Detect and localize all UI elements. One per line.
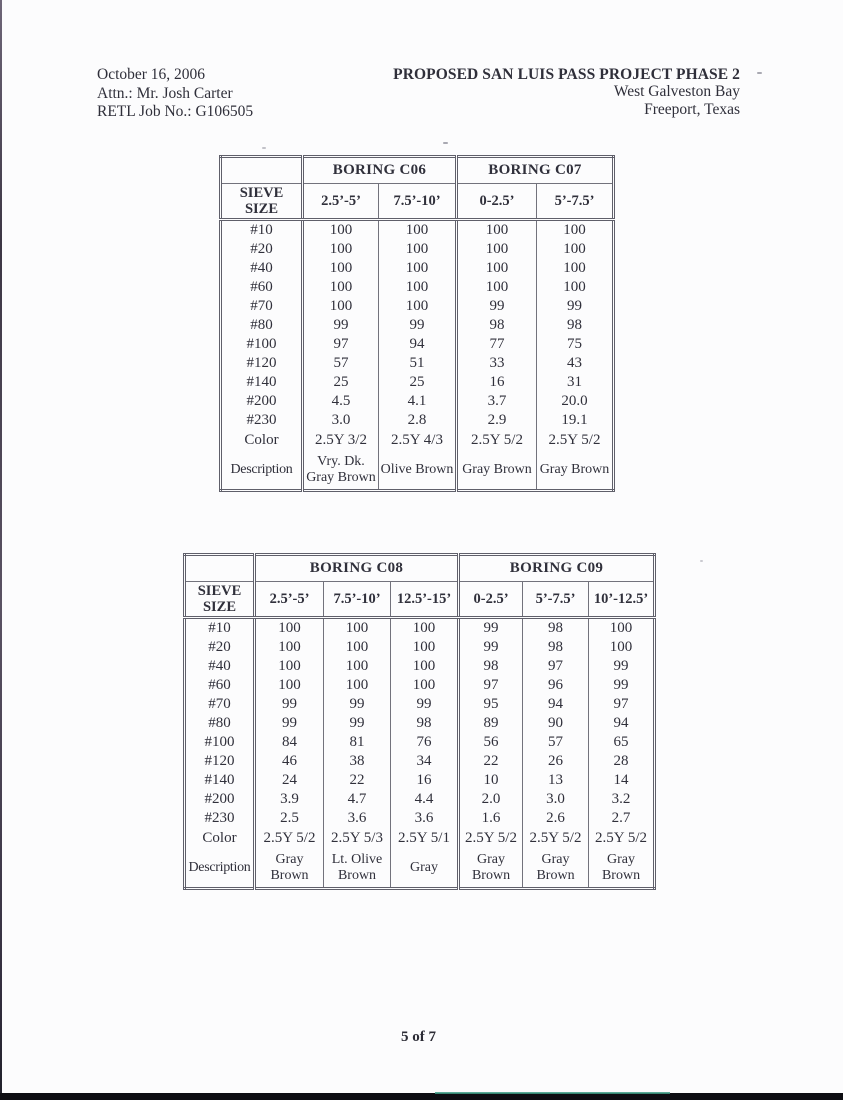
row-label-cell: #60 xyxy=(185,676,255,695)
table-cell: 2.5Y 5/2 xyxy=(255,828,324,849)
table-cell: 96 xyxy=(523,676,589,695)
document-date: October 16, 2006 xyxy=(97,66,206,83)
table-cell: 2.0 xyxy=(459,790,523,809)
sieve-size-cell: SIEVE SIZE xyxy=(221,184,303,220)
letter-header-right xyxy=(393,66,740,118)
table-cell: 97 xyxy=(459,676,523,695)
table-cell: 100 xyxy=(324,676,391,695)
row-label-cell: #20 xyxy=(221,240,303,259)
table-cell: 3.9 xyxy=(255,790,324,809)
row-label-cell: #100 xyxy=(185,733,255,752)
page-number: 5 of 7 xyxy=(401,1029,436,1045)
table-cell: 65 xyxy=(589,733,655,752)
table-cell: Gray Brown xyxy=(255,849,324,889)
depth-header-cell: 12.5’-15’ xyxy=(391,582,459,618)
table-cell: 100 xyxy=(537,220,614,241)
scan-speck xyxy=(757,72,762,74)
table-cell: 2.5Y 5/2 xyxy=(459,828,523,849)
depth-header-cell: 5’-7.5’ xyxy=(537,184,614,220)
table-cell: 99 xyxy=(255,695,324,714)
table-cell: 3.0 xyxy=(523,790,589,809)
table-cell: 77 xyxy=(457,335,537,354)
table-cell: 100 xyxy=(457,240,537,259)
scan-speck xyxy=(700,560,703,562)
table-cell: 16 xyxy=(457,373,537,392)
table-cell: 94 xyxy=(589,714,655,733)
table-cell: 100 xyxy=(324,618,391,639)
table-cell: 100 xyxy=(379,278,457,297)
row-label-cell: #40 xyxy=(221,259,303,278)
table-cell: 99 xyxy=(303,316,379,335)
table-cell: 57 xyxy=(523,733,589,752)
table-cell: 3.2 xyxy=(589,790,655,809)
depth-header-cell: 7.5’-10’ xyxy=(324,582,391,618)
table-cell: 25 xyxy=(379,373,457,392)
table-cell: 3.7 xyxy=(457,392,537,411)
table-cell: 100 xyxy=(457,220,537,241)
table-cell: 43 xyxy=(537,354,614,373)
table-cell: 99 xyxy=(379,316,457,335)
table-cell: Gray Brown xyxy=(589,849,655,889)
row-label-cell: #200 xyxy=(221,392,303,411)
sieve-table-boring-c06-c07 xyxy=(219,155,615,492)
table-cell: 100 xyxy=(379,297,457,316)
table-cell: 100 xyxy=(379,220,457,241)
table-cell: 4.1 xyxy=(379,392,457,411)
table-cell: 98 xyxy=(459,657,523,676)
table-cell: 100 xyxy=(589,618,655,639)
table-cell: 100 xyxy=(589,638,655,657)
table-cell: 99 xyxy=(459,638,523,657)
table-cell: Gray Brown xyxy=(537,451,614,491)
table-cell: 2.5Y 3/2 xyxy=(303,430,379,451)
boring-header-cell: BORING C07 xyxy=(457,157,614,184)
boring-header-cell: BORING C09 xyxy=(459,555,655,582)
table-cell: 100 xyxy=(391,657,459,676)
table-cell: 98 xyxy=(391,714,459,733)
table-cell: 81 xyxy=(324,733,391,752)
row-label-cell: #80 xyxy=(221,316,303,335)
table-cell: 3.6 xyxy=(324,809,391,828)
table-cell: 25 xyxy=(303,373,379,392)
table-cell: 2.5Y 5/1 xyxy=(391,828,459,849)
row-label-cell: #120 xyxy=(221,354,303,373)
table-cell: 99 xyxy=(324,695,391,714)
table-cell: 97 xyxy=(523,657,589,676)
table-cell: 2.5Y 5/3 xyxy=(324,828,391,849)
depth-header-cell: 0-2.5’ xyxy=(457,184,537,220)
table-cell: 99 xyxy=(537,297,614,316)
table-cell: 3.0 xyxy=(303,411,379,430)
table-cell: Gray xyxy=(391,849,459,889)
table-cell: 14 xyxy=(589,771,655,790)
table-cell: 2.5Y 5/2 xyxy=(457,430,537,451)
row-label-cell: #200 xyxy=(185,790,255,809)
table-cell: 2.9 xyxy=(457,411,537,430)
table-cell: 99 xyxy=(459,618,523,639)
table-cell: 100 xyxy=(303,278,379,297)
scan-edge-bottom xyxy=(0,1093,843,1100)
row-label-cell: #10 xyxy=(221,220,303,241)
corner-cell xyxy=(185,555,255,582)
table-cell: 100 xyxy=(255,618,324,639)
row-label-cell: #40 xyxy=(185,657,255,676)
depth-header-cell: 2.5’-5’ xyxy=(255,582,324,618)
table-cell: 100 xyxy=(255,676,324,695)
letter-header-left xyxy=(97,66,253,122)
table-cell: 3.6 xyxy=(391,809,459,828)
table-cell: 28 xyxy=(589,752,655,771)
table-cell: 99 xyxy=(589,676,655,695)
table-cell: 84 xyxy=(255,733,324,752)
row-label-cell: #100 xyxy=(221,335,303,354)
row-label-cell: #230 xyxy=(221,411,303,430)
table-cell: 4.7 xyxy=(324,790,391,809)
depth-header-cell: 10’-12.5’ xyxy=(589,582,655,618)
table-cell: 24 xyxy=(255,771,324,790)
row-label-cell: #70 xyxy=(221,297,303,316)
table-cell: 10 xyxy=(459,771,523,790)
row-label-cell: #140 xyxy=(221,373,303,392)
table-cell: 51 xyxy=(379,354,457,373)
row-label-cell: #80 xyxy=(185,714,255,733)
table-cell: 97 xyxy=(303,335,379,354)
table-cell: 4.4 xyxy=(391,790,459,809)
table-cell: 99 xyxy=(324,714,391,733)
table-cell: Olive Brown xyxy=(379,451,457,491)
table-cell: 75 xyxy=(537,335,614,354)
table-cell: 57 xyxy=(303,354,379,373)
row-label-cell: #10 xyxy=(185,618,255,639)
table-cell: 90 xyxy=(523,714,589,733)
row-label-cell: Color xyxy=(185,828,255,849)
table-cell: 100 xyxy=(303,240,379,259)
table-cell: 100 xyxy=(391,638,459,657)
table-cell: 97 xyxy=(589,695,655,714)
table-cell: 100 xyxy=(457,259,537,278)
table-cell: 99 xyxy=(255,714,324,733)
table-cell: 4.5 xyxy=(303,392,379,411)
table-cell: 99 xyxy=(457,297,537,316)
corner-cell xyxy=(221,157,303,184)
table-cell: 19.1 xyxy=(537,411,614,430)
table-cell: 76 xyxy=(391,733,459,752)
sieve-table-boring-c08-c09 xyxy=(183,553,656,890)
table-cell: 100 xyxy=(537,278,614,297)
table-cell: 100 xyxy=(391,618,459,639)
table-cell: 2.6 xyxy=(523,809,589,828)
boring-header-cell: BORING C06 xyxy=(303,157,457,184)
table-cell: 94 xyxy=(379,335,457,354)
row-label-cell: Description xyxy=(185,849,255,889)
table-cell: 2.5Y 5/2 xyxy=(523,828,589,849)
table-cell: Lt. Olive Brown xyxy=(324,849,391,889)
job-number-line: RETL Job No.: G106505 xyxy=(97,103,254,121)
table-cell: 1.6 xyxy=(459,809,523,828)
table-cell: 22 xyxy=(459,752,523,771)
table-cell: 2.7 xyxy=(589,809,655,828)
row-label-cell: #120 xyxy=(185,752,255,771)
table-cell: 100 xyxy=(537,240,614,259)
row-label-cell: Description xyxy=(221,451,303,491)
scan-edge-tint xyxy=(435,1092,670,1094)
depth-header-cell: 0-2.5’ xyxy=(459,582,523,618)
table-cell: 100 xyxy=(303,297,379,316)
table-cell: 100 xyxy=(537,259,614,278)
table-cell: 99 xyxy=(391,695,459,714)
table-cell: 100 xyxy=(324,638,391,657)
table-cell: 26 xyxy=(523,752,589,771)
table-cell: 38 xyxy=(324,752,391,771)
table-cell: 2.8 xyxy=(379,411,457,430)
depth-header-cell: 5’-7.5’ xyxy=(523,582,589,618)
row-label-cell: Color xyxy=(221,430,303,451)
row-label-cell: #20 xyxy=(185,638,255,657)
table-cell: 98 xyxy=(457,316,537,335)
scan-speck xyxy=(262,147,266,149)
table-cell: Gray Brown xyxy=(523,849,589,889)
table-cell: 98 xyxy=(523,638,589,657)
boring-header-cell: BORING C08 xyxy=(255,555,459,582)
table-cell: Vry. Dk. Gray Brown xyxy=(303,451,379,491)
table-cell: 98 xyxy=(537,316,614,335)
table-cell: 100 xyxy=(303,220,379,241)
project-city: Freeport, Texas xyxy=(644,100,740,118)
scan-speck xyxy=(443,142,448,144)
table-cell: Gray Brown xyxy=(457,451,537,491)
table-cell: 89 xyxy=(459,714,523,733)
table-cell: 33 xyxy=(457,354,537,373)
table-cell: 2.5Y 4/3 xyxy=(379,430,457,451)
scan-edge-left xyxy=(0,0,2,1100)
table-cell: 56 xyxy=(459,733,523,752)
project-location: West Galveston Bay xyxy=(613,83,740,101)
project-title: PROPOSED SAN LUIS PASS PROJECT PHASE 2 xyxy=(393,66,740,83)
row-label-cell: #230 xyxy=(185,809,255,828)
table-cell: 100 xyxy=(303,259,379,278)
table-cell: 100 xyxy=(379,240,457,259)
row-label-cell: #140 xyxy=(185,771,255,790)
table-cell: 31 xyxy=(537,373,614,392)
table-cell: 2.5Y 5/2 xyxy=(537,430,614,451)
attention-line: Attn.: Mr. Josh Carter xyxy=(97,84,233,102)
table-cell: 98 xyxy=(523,618,589,639)
table-cell: 95 xyxy=(459,695,523,714)
row-label-cell: #60 xyxy=(221,278,303,297)
table-cell: 13 xyxy=(523,771,589,790)
depth-header-cell: 2.5’-5’ xyxy=(303,184,379,220)
table-cell: 100 xyxy=(457,278,537,297)
depth-header-cell: 7.5’-10’ xyxy=(379,184,457,220)
table-cell: 100 xyxy=(255,638,324,657)
table-cell: 100 xyxy=(391,676,459,695)
table-cell: 100 xyxy=(379,259,457,278)
table-cell: 94 xyxy=(523,695,589,714)
table-cell: 46 xyxy=(255,752,324,771)
table-cell: 16 xyxy=(391,771,459,790)
table-cell: 100 xyxy=(255,657,324,676)
table-cell: 2.5 xyxy=(255,809,324,828)
table-cell: 20.0 xyxy=(537,392,614,411)
table-cell: 34 xyxy=(391,752,459,771)
sieve-size-cell: SIEVE SIZE xyxy=(185,582,255,618)
table-cell: 22 xyxy=(324,771,391,790)
table-cell: 99 xyxy=(589,657,655,676)
table-cell: Gray Brown xyxy=(459,849,523,889)
table-cell: 2.5Y 5/2 xyxy=(589,828,655,849)
row-label-cell: #70 xyxy=(185,695,255,714)
table-cell: 100 xyxy=(324,657,391,676)
